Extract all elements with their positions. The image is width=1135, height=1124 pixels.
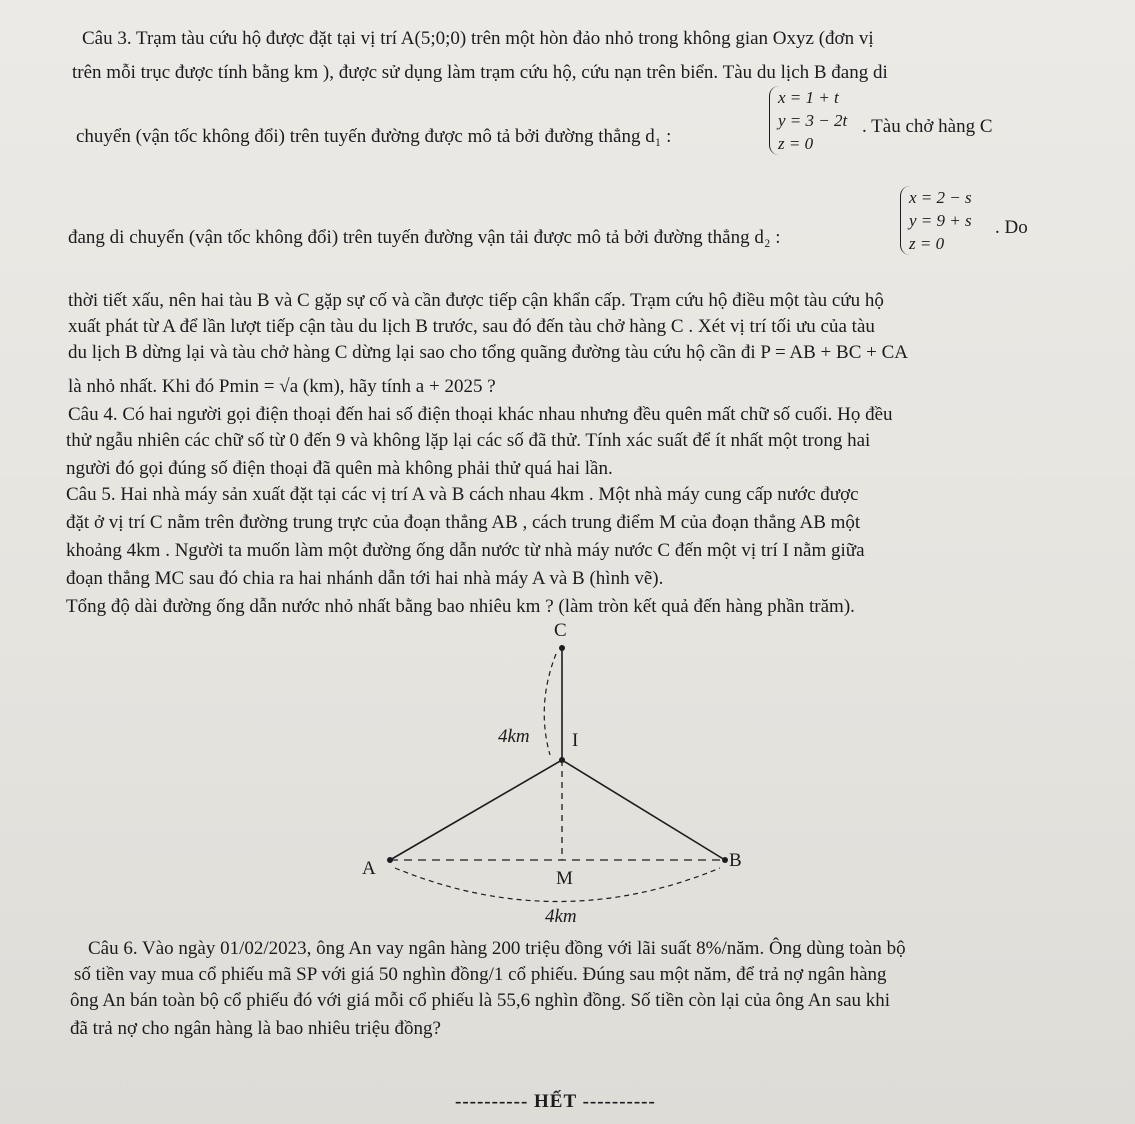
q3-line-1: Câu 3. Trạm tàu cứu hộ được đặt tại vị trí A(5;0;0) trên một hòn đảo nhỏ trong không gian Oxyz (đơn vị: [82, 28, 874, 49]
end-dash-right: ----------: [576, 1091, 656, 1112]
q5-line-3: khoảng 4km . Người ta muốn làm một đường ống dẫn nước từ nhà máy nước C đến một vị trí I nằm giữa: [66, 540, 865, 561]
q3-line-4: đang di chuyển (vận tốc không đổi) trên tuyến đường vận tải được mô tả bởi đường thẳng d₂ :: [68, 227, 781, 248]
label-i: I: [572, 730, 579, 751]
d1-y: y = 3 − 2t: [778, 111, 848, 130]
q6-line-1: Câu 6. Vào ngày 01/02/2023, ông An vay ngân hàng 200 triệu đồng với lãi suất 8%/năm. Ông dùng toàn bộ: [88, 938, 906, 959]
q5-line-1: Câu 5. Hai nhà máy sản xuất đặt tại các vị trí A và B cách nhau 4km . Một nhà máy cung cấp nước được: [66, 484, 859, 505]
d1-system: [769, 86, 847, 155]
q4-line-1: Câu 4. Có hai người gọi điện thoại đến hai số điện thoại khác nhau nhưng đều quên mất chữ số cuối. Họ đều: [68, 404, 893, 425]
q3-line-3: chuyển (vận tốc không đổi) trên tuyến đường được mô tả bởi đường thẳng d₁ :: [76, 126, 672, 147]
d1-z: z = 0: [778, 134, 814, 153]
end-text: HẾT: [534, 1091, 577, 1112]
label-cm-length: 4km: [498, 726, 530, 747]
q6-line-4: đã trả nợ cho ngân hàng là bao nhiêu triệu đồng?: [70, 1018, 441, 1039]
brace-cm: [544, 654, 556, 755]
q4-line-2: thử ngẫu nhiên các chữ số từ 0 đến 9 và không lặp lại các số đã thử. Tính xác suất để ít nhất một trong hai: [66, 430, 871, 451]
q3-line-6: xuất phát từ A để lần lượt tiếp cận tàu du lịch B trước, sau đó đến tàu chở hàng C . Xét vị trí tối ưu của tàu: [68, 316, 875, 337]
q3-line-3-end: . Tàu chở hàng C: [862, 116, 993, 137]
d2-z: z = 0: [909, 234, 945, 253]
q3-line-4-end: . Do: [995, 217, 1028, 238]
d2-x: x = 2 − s: [909, 188, 972, 207]
q5-line-5: Tổng độ dài đường ống dẫn nước nhỏ nhất bằng bao nhiêu km ? (làm tròn kết quả đến hàng phần trăm).: [66, 596, 855, 617]
d2-y: y = 9 + s: [909, 211, 972, 230]
q3-line-2: trên mỗi trục được tính bằng km ), được sử dụng làm trạm cứu hộ, cứu nạn trên biển. Tàu du lịch B đang di: [72, 62, 888, 83]
pipe-diagram-svg: [340, 620, 760, 940]
segment-ib: [562, 760, 725, 860]
q5-line-2: đặt ở vị trí C nằm trên đường trung trực của đoạn thẳng AB , cách trung điểm M của đoạn thẳng AB một: [66, 512, 861, 533]
pipe-diagram: [340, 620, 760, 940]
q3-line-7: du lịch B dừng lại và tàu chở hàng C dừng lại sao cho tổng quãng đường tàu cứu hộ cần đi P = AB + BC + CA: [68, 342, 908, 363]
end-dash-left: ----------: [455, 1091, 535, 1112]
q4-line-3: người đó gọi đúng số điện thoại đã quên mà không phải thử quá hai lần.: [66, 458, 613, 479]
d2-system: [900, 186, 972, 255]
d1-x: x = 1 + t: [778, 88, 839, 107]
label-b: B: [729, 850, 742, 871]
point-c: [559, 645, 565, 651]
q6-line-2: số tiền vay mua cổ phiếu mã SP với giá 50 nghìn đồng/1 cổ phiếu. Đúng sau một năm, để trả nợ ngân hàng: [74, 964, 887, 985]
q3-line-5: thời tiết xấu, nên hai tàu B và C gặp sự cố và cần được tiếp cận khẩn cấp. Trạm cứu hộ điều một tàu cứu hộ: [68, 290, 884, 311]
point-a: [387, 857, 393, 863]
q6-line-3: ông An bán toàn bộ cổ phiếu đó với giá mỗi cổ phiếu là 55,6 nghìn đồng. Số tiền còn lại của ông An sau khi: [70, 990, 891, 1011]
point-b: [722, 857, 728, 863]
label-m: M: [556, 868, 573, 889]
end-marker: [455, 1091, 656, 1113]
segment-ia: [390, 760, 562, 860]
q5-line-4: đoạn thẳng MC sau đó chia ra hai nhánh dẫn tới hai nhà máy A và B (hình vẽ).: [66, 568, 664, 589]
label-ab-length: 4km: [545, 906, 577, 927]
q3-line-8: là nhỏ nhất. Khi đó Pmin = √a (km), hãy tính a + 2025 ?: [68, 376, 496, 397]
point-i: [559, 757, 565, 763]
label-c: C: [554, 620, 567, 641]
label-a: A: [362, 858, 376, 879]
